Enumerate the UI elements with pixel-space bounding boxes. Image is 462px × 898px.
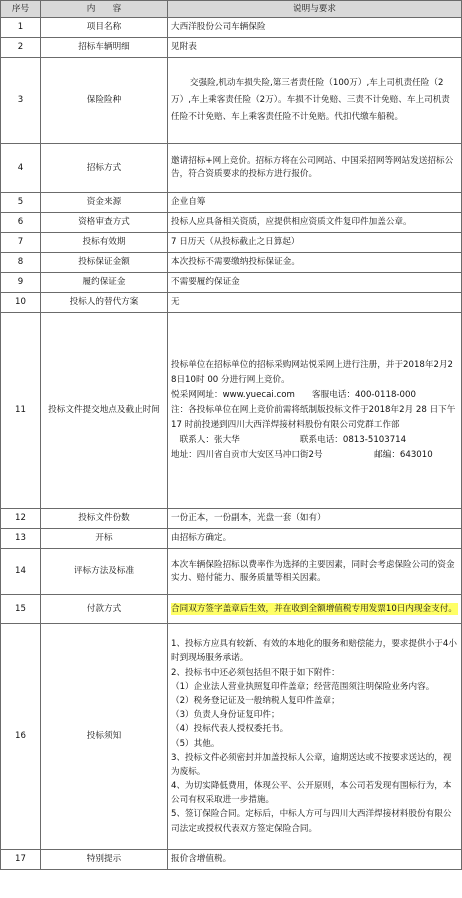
row-no: 3 xyxy=(1,58,41,144)
row-no: 16 xyxy=(1,624,41,850)
row-name: 投标保证金额 xyxy=(41,253,168,273)
row-name: 保险险种 xyxy=(41,58,168,144)
row-name: 招标车辆明细 xyxy=(41,38,168,58)
row-name: 投标人的替代方案 xyxy=(41,293,168,313)
row-desc: 见附表 xyxy=(168,38,462,58)
row-no: 5 xyxy=(1,193,41,213)
row-desc: 一份正本，一份副本，光盘一套（如有） xyxy=(168,509,462,529)
row-desc: 1、投标方应具有较新、有效的本地化的服务和赔偿能力，要求提供小于4小时到现场服务承诺。 2、投标书中还必须包括但不限于如下附件： （1）企业法人营业执照复印件盖章；经营范围须注明保险业务内容。 （2）税务登记证及一般纳税人复印件盖章； （3）负责人身份证复印件； （4）投标代表人授权委托书。 （5）其他。 3、投标文件必须密封并加盖投标人公章，逾期送达或不按要求送达的，视为废标。 4、为切实降低费用，体现公平、公开原则，本公司若发现有围标行为，本公司有权采取进一步措施。 5、签订保险合同。定标后，中标人方可与四川大西洋焊接材料股份有限公司法定或授权代表双方签定保险合同。 xyxy=(168,624,462,850)
table-row xyxy=(1,38,462,58)
row-name: 招标方式 xyxy=(41,144,168,193)
row-name: 评标方法及标准 xyxy=(41,549,168,595)
row-no: 4 xyxy=(1,144,41,193)
row-name: 资金来源 xyxy=(41,193,168,213)
table-row xyxy=(1,233,462,253)
row-name: 投标文件提交地点及截止时间 xyxy=(41,313,168,509)
row-no: 10 xyxy=(1,293,41,313)
row-desc: 不需要履约保证金 xyxy=(168,273,462,293)
row-desc: 大西洋股份公司车辆保险 xyxy=(168,18,462,38)
row-desc: 邀请招标+网上竞价。招标方将在公司网站、中国采招网等网站发送招标公告，符合资质要求的投标方进行报价。 xyxy=(168,144,462,193)
row-no: 7 xyxy=(1,233,41,253)
table-row xyxy=(1,18,462,38)
table-row xyxy=(1,213,462,233)
row-name: 付款方式 xyxy=(41,595,168,624)
row-name: 特别提示 xyxy=(41,850,168,870)
row-no: 14 xyxy=(1,549,41,595)
row-no: 9 xyxy=(1,273,41,293)
table-row xyxy=(1,193,462,213)
table-row xyxy=(1,549,462,595)
table-row xyxy=(1,313,462,509)
row-desc: 本次车辆保险招标以费率作为选择的主要因素，同时会考虑保险公司的资金实力、赔付能力、服务质量等相关因素。 xyxy=(168,549,462,595)
table-row xyxy=(1,253,462,273)
row-name: 资格审查方式 xyxy=(41,213,168,233)
table-row xyxy=(1,850,462,870)
row-no: 8 xyxy=(1,253,41,273)
row-desc: 本次投标不需要缴纳投标保证金。 xyxy=(168,253,462,273)
row-no: 12 xyxy=(1,509,41,529)
table-header-row xyxy=(1,1,462,18)
row-desc: 投标人应具备相关资质，应提供相应资质文件复印件加盖公章。 xyxy=(168,213,462,233)
table-row xyxy=(1,273,462,293)
row-desc: 无 xyxy=(168,293,462,313)
table-row xyxy=(1,144,462,193)
row-desc: 报价含增值税。 xyxy=(168,850,462,870)
table-row xyxy=(1,595,462,624)
row-desc: 交强险,机动车损失险,第三者责任险（100万）,车上司机责任险（2万）,车上乘客责任险（2万）。车损不计免赔、三责不计免赔、车上司机责任险不计免赔、车上乘客责任险不计免赔。代扣代缴车船税。 xyxy=(168,58,462,144)
header-content: 内 容 xyxy=(41,1,168,18)
row-desc: 企业自筹 xyxy=(168,193,462,213)
row-no: 6 xyxy=(1,213,41,233)
row-no: 1 xyxy=(1,18,41,38)
row-desc: 投标单位在招标单位的招标采购网站悦采网上进行注册，并于2018年2月28日10时 00 分进行网上竞价。 悦采网网址：www.yuecai.com 客服电话：400-0118-000 注：各投标单位在网上竞价前需将纸制版投标文件于2018年2月 28 日下午 17 时前投递到四川大西洋焊接材料股份有限公司党群工作部 联系人：张大华 联系电话：0813-5103714 地址：四川省自贡市大安区马冲口街2号 邮编：643010 xyxy=(168,313,462,509)
table-row xyxy=(1,58,462,144)
row-desc: 由招标方确定。 xyxy=(168,529,462,549)
header-no: 序号 xyxy=(1,1,41,18)
row-name: 投标文件份数 xyxy=(41,509,168,529)
row-no: 2 xyxy=(1,38,41,58)
header-desc: 说明与要求 xyxy=(168,1,462,18)
table-row xyxy=(1,529,462,549)
row-no: 17 xyxy=(1,850,41,870)
row-name: 投标有效期 xyxy=(41,233,168,253)
table-row xyxy=(1,293,462,313)
row-no: 11 xyxy=(1,313,41,509)
row-desc: 合同双方签字盖章后生效，并在收到全额增值税专用发票10日内现金支付。 xyxy=(168,595,462,624)
table-row xyxy=(1,624,462,850)
row-name: 投标须知 xyxy=(41,624,168,850)
row-name: 开标 xyxy=(41,529,168,549)
table-row xyxy=(1,509,462,529)
row-name: 项目名称 xyxy=(41,18,168,38)
row-name: 履约保证金 xyxy=(41,273,168,293)
row-no: 13 xyxy=(1,529,41,549)
row-no: 15 xyxy=(1,595,41,624)
row-desc: 7 日历天（从投标截止之日算起） xyxy=(168,233,462,253)
